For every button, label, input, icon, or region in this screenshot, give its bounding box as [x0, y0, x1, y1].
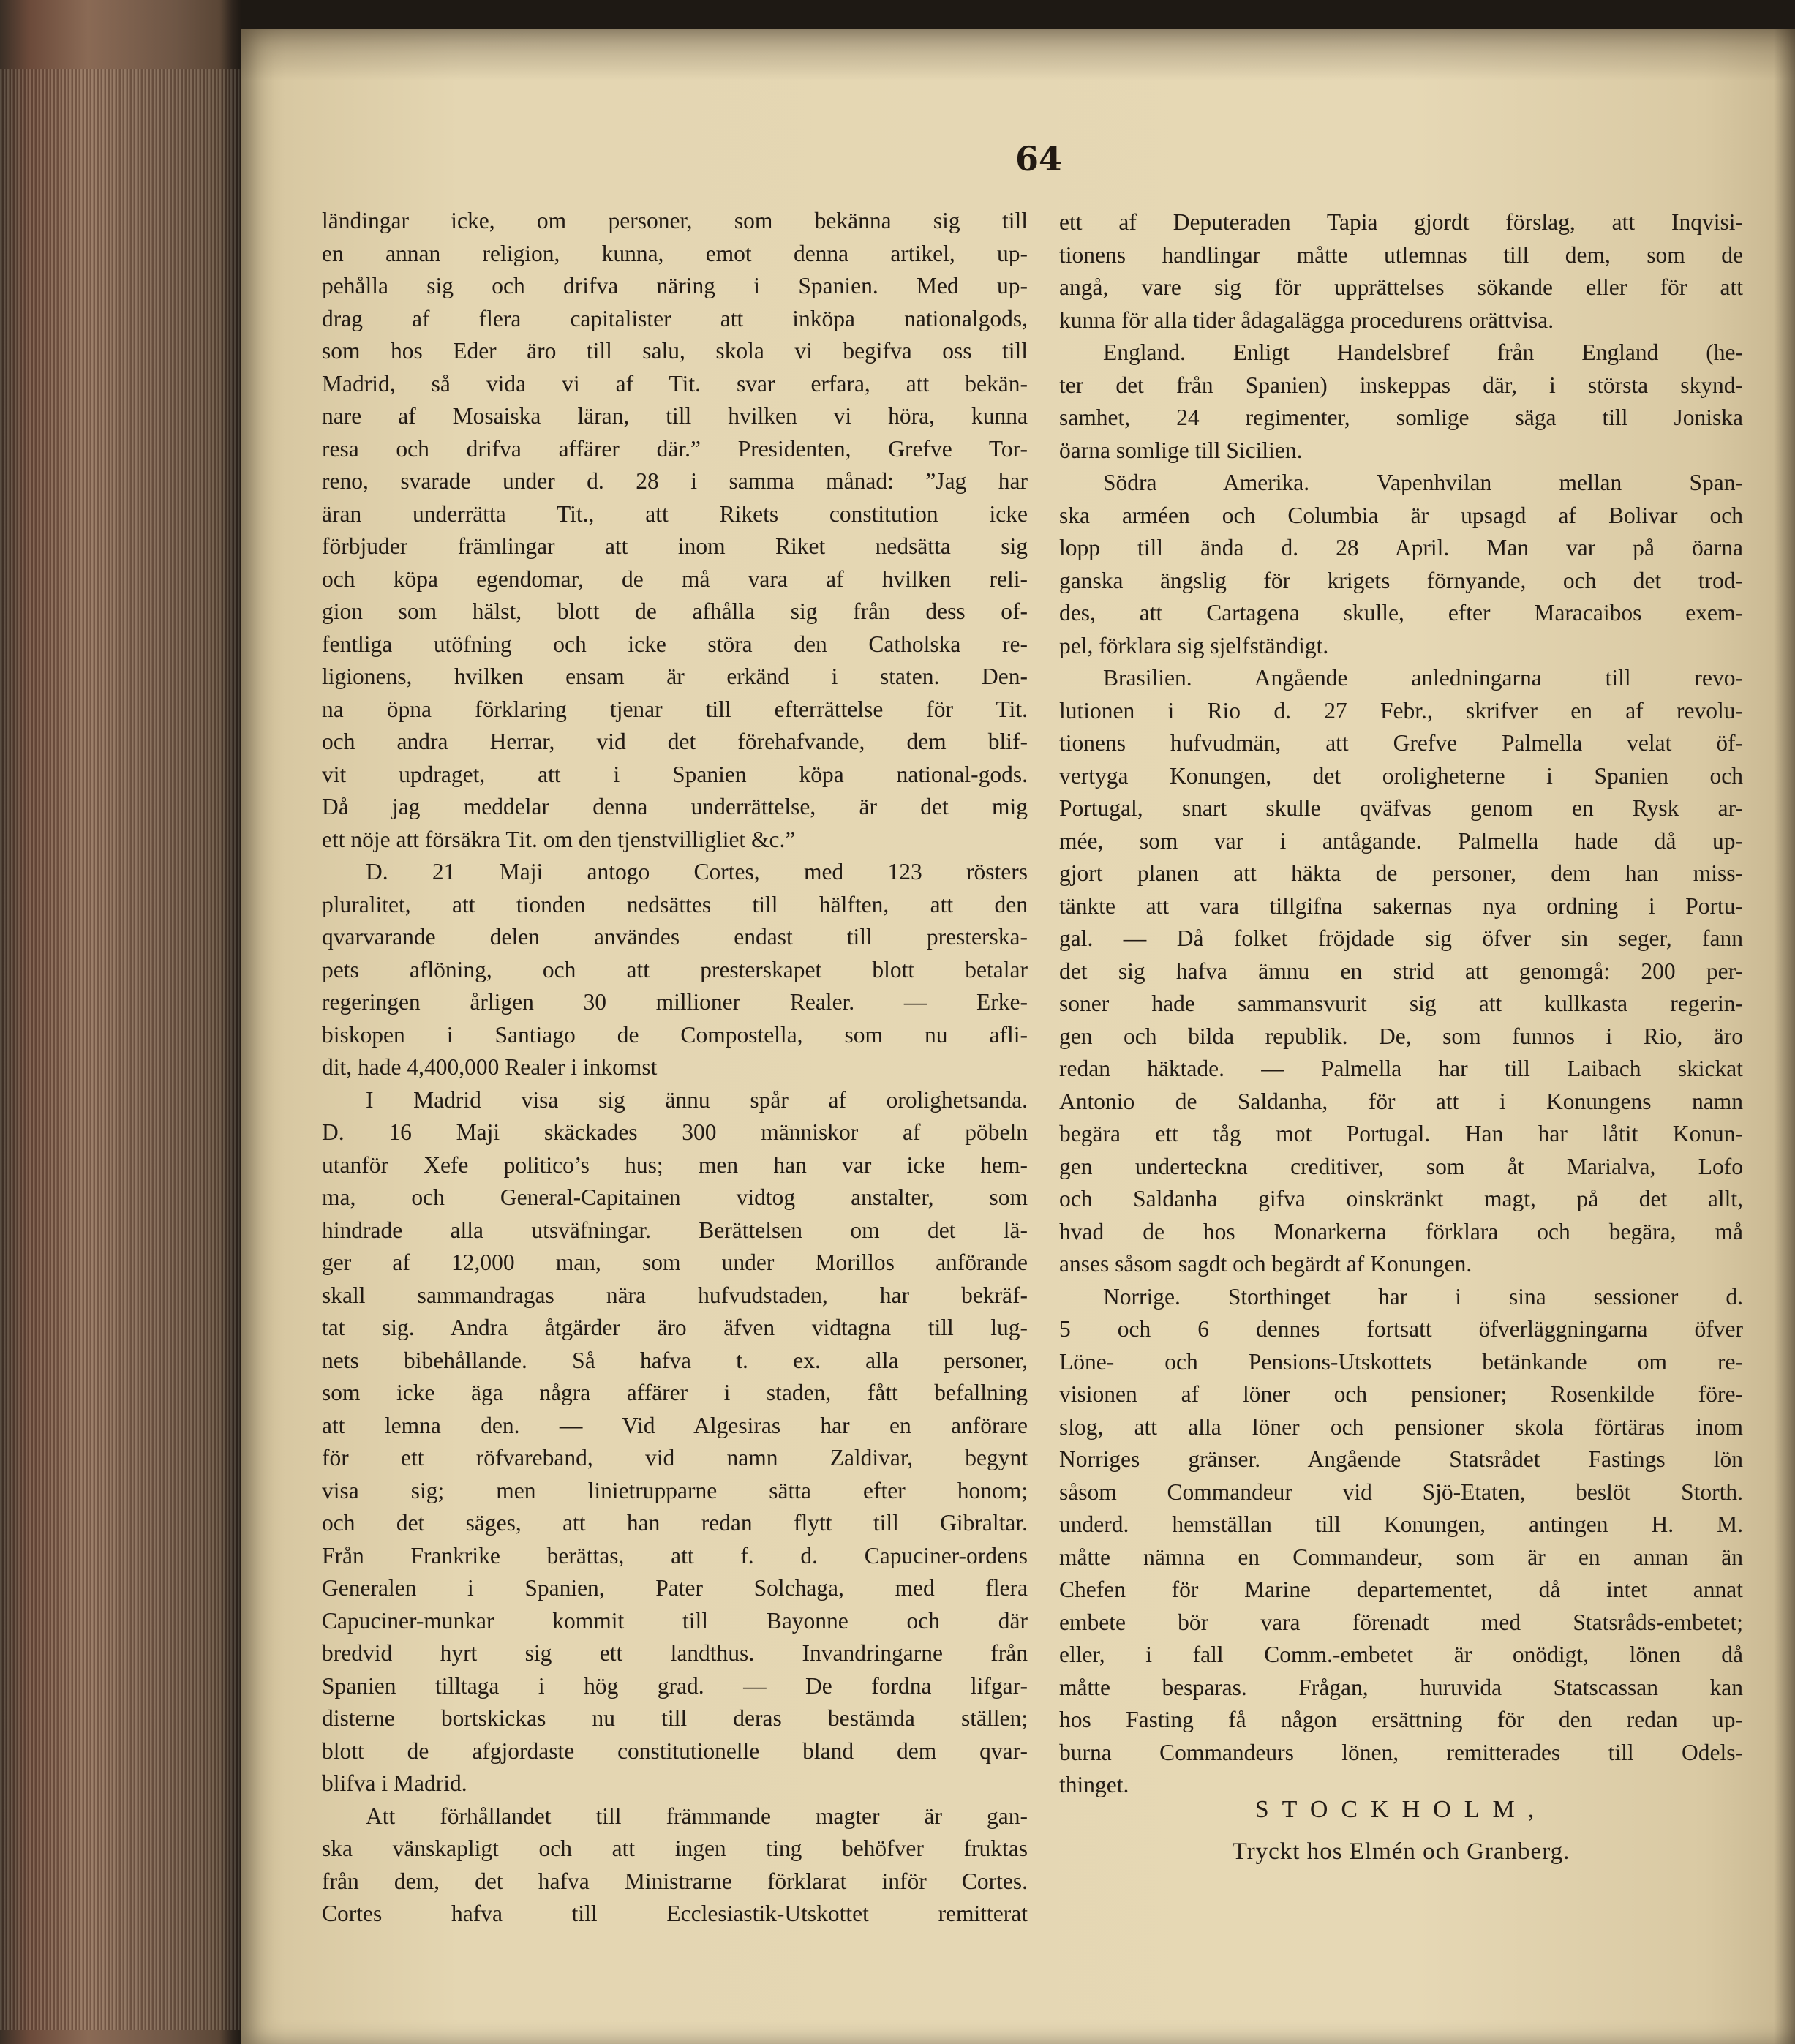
- text-line: Norriges gränser. Angående Statsrådet Fastings lön: [1059, 1446, 1743, 1472]
- text-line: och köpa egendomar, de må vara af hvilken reli-: [322, 566, 1028, 592]
- text-line: angå, vare sig för upprättelses sökande eller för att: [1059, 274, 1743, 300]
- text-line: fentliga utöfning och icke störa den Catholska re-: [322, 631, 1028, 657]
- text-line: ganska ängslig för krigets förnyande, och det trod-: [1059, 567, 1743, 593]
- text-line: lopp till ända d. 28 April. Man var på öarna: [1059, 535, 1743, 560]
- text-line: ländingar icke, om personer, som bekänna sig till: [322, 208, 1028, 233]
- text-line: ska vänskapligt och att ingen ting behöfver fruktas: [322, 1836, 1028, 1861]
- text-line: ska arméen och Columbia är upsagd af Bolivar och: [1059, 502, 1743, 528]
- text-line: resa och drifva affärer där.” Presidenten, Grefve Tor-: [322, 435, 1028, 462]
- text-line: måtte nämna en Commandeur, som är en annan än: [1059, 1544, 1743, 1570]
- text-line: drag af flera capitalister att inköpa nationalgods,: [322, 305, 1028, 331]
- text-line: skall sammandragas nära hufvudstaden, har bekräf-: [322, 1282, 1028, 1308]
- text-line: ma, och General-Capitainen vidtog anstalter, som: [322, 1184, 1028, 1210]
- text-line: pluralitet, att tionden nedsättes till hälften, att den: [322, 891, 1028, 917]
- text-line: underd. hemställan till Konungen, antingen H. M.: [1059, 1511, 1743, 1537]
- text-line: Madrid, så vida vi af Tit. svar erfara, att bekän-: [322, 370, 1028, 397]
- text-line: från dem, det hafva Ministrarne förklarat inför Cortes.: [322, 1868, 1028, 1894]
- text-line: redan häktade. — Palmella har till Laibach skickat: [1059, 1056, 1743, 1081]
- text-line: gal. — Då folket fröjdade sig öfver sin seger, fann: [1059, 925, 1743, 951]
- text-line: som hos Eder äro till salu, skola vi begifva oss till: [322, 338, 1028, 364]
- text-line: vertyga Konungen, det oroligheterne i Spanien och: [1059, 762, 1743, 789]
- text-line: tionens handlingar måtte utlemnas till dem, som de: [1059, 241, 1743, 268]
- text-line: dit, hade 4,400,000 Realer i inkomst: [322, 1054, 658, 1080]
- text-line: Portugal, snart skulle qväfvas genom en Rysk ar-: [1059, 795, 1743, 821]
- text-line: hvad de hos Monarkerna förklara och begära, må: [1059, 1218, 1743, 1244]
- text-line: anses såsom sagdt och begärdt af Konungen.: [1059, 1251, 1472, 1277]
- imprint-printer: Tryckt hos Elmén och Granberg.: [1232, 1838, 1570, 1865]
- text-line: Cortes hafva till Ecclesiastik-Utskottet remitterat: [322, 1901, 1028, 1926]
- text-line: gen underteckna creditiver, som åt Marialva, Lofo: [1059, 1153, 1743, 1179]
- text-line: tänkte att vara tillgifna sakernas nya ordning i Portu-: [1059, 893, 1743, 919]
- text-line: det sig hafva ämnu en strid att genomgå: 200 per-: [1059, 958, 1743, 984]
- text-line: nare af Mosaiska läran, till hvilken vi höra, kunna: [322, 403, 1028, 429]
- text-line: att lemna den. — Vid Algesiras har en anförare: [322, 1412, 1028, 1438]
- text-line: hindrade alla utsväfningar. Berättelsen om det lä-: [322, 1217, 1028, 1243]
- text-line: Generalen i Spanien, Pater Solchaga, med flera: [322, 1575, 1028, 1601]
- text-line: England. Enligt Handelsbref från England (he-: [1103, 339, 1743, 365]
- text-line: eller, i fall Comm.-embetet är onödigt, lönen då: [1059, 1642, 1743, 1667]
- text-line: na öpna förklaring tjenar till efterrättelse för Tit.: [322, 696, 1028, 722]
- text-line: biskopen i Santiago de Compostella, som nu afli-: [322, 1021, 1028, 1048]
- text-line: 5 och 6 dennes fortsatt öfverläggningarna öfver: [1059, 1316, 1743, 1342]
- text-line: som icke äga några affärer i staden, fått befallning: [322, 1380, 1028, 1405]
- text-line: pehålla sig och drifva näring i Spanien. Med up-: [322, 273, 1028, 298]
- text-line: tat sig. Andra åtgärder äro äfven vidtagna till lug-: [322, 1315, 1028, 1340]
- imprint-city: STOCKHOLM,: [1254, 1796, 1548, 1823]
- text-line: blott de afgjordaste constitutionelle bland dem qvar-: [322, 1737, 1028, 1764]
- text-line: des, att Cartagena skulle, efter Maracaibos exem-: [1059, 600, 1743, 625]
- text-line: Antonio de Saldanha, för att i Konungens namn: [1059, 1088, 1743, 1114]
- text-line: ligionens, hvilken ensam är erkänd i staten. Den-: [322, 664, 1028, 689]
- text-line: pel, förklara sig sjelfständigt.: [1059, 632, 1329, 658]
- text-line: Löne- och Pensions-Utskottets betänkande om re-: [1059, 1348, 1743, 1375]
- text-line: qvarvarande delen användes endast till presterska-: [322, 924, 1028, 950]
- text-line: Capuciner-munkar kommit till Bayonne och där: [322, 1607, 1028, 1634]
- text-line: såsom Commandeur vid Sjö-Etaten, beslöt Storth.: [1059, 1478, 1743, 1505]
- text-line: Norrige. Storthinget har i sina sessioner d.: [1103, 1283, 1743, 1310]
- text-line: embete bör vara förenadt med Statsråds-embetet;: [1059, 1609, 1743, 1635]
- text-line: Att förhållandet till främmande magter är gan-: [366, 1803, 1028, 1829]
- text-line: pets aflöning, och att presterskapet blott betalar: [322, 956, 1028, 982]
- text-line: äran underrätta Tit., att Rikets constitution icke: [322, 500, 1028, 527]
- text-line: Brasilien. Angående anledningarna till revo-: [1103, 665, 1743, 691]
- right-text-column: [1059, 206, 1743, 1802]
- text-line: utanför Xefe politico’s hus; men han var icke hem-: [322, 1151, 1028, 1178]
- text-line: lutionen i Rio d. 27 Febr., skrifver en af revolu-: [1059, 697, 1743, 724]
- text-line: Chefen för Marine departementet, då intet annat: [1059, 1577, 1743, 1602]
- text-line: ett af Deputeraden Tapia gjordt förslag, att Inqvisi-: [1059, 209, 1743, 235]
- text-line: D. 16 Maji skäckades 300 människor af pöbeln: [322, 1119, 1028, 1145]
- text-line: visa sig; men linietrupparne sätta efter honom;: [322, 1477, 1028, 1503]
- text-line: visionen af löner och pensioner; Rosenkilde före-: [1059, 1381, 1743, 1407]
- text-line: öarna somlige till Sicilien.: [1059, 437, 1303, 463]
- text-line: för ett röfvareband, vid namn Zaldivar, begynt: [322, 1445, 1028, 1470]
- page-right-edge: [1774, 29, 1795, 2044]
- text-line: Spanien tilltaga i hög grad. — De fordna lifgar-: [322, 1672, 1028, 1699]
- text-line: gjort planen att häkta de personer, dem han miss-: [1059, 860, 1743, 886]
- text-line: burna Commandeurs lönen, remitterades till Odels-: [1059, 1739, 1743, 1765]
- text-line: vit updraget, att i Spanien köpa national-gods.: [322, 761, 1028, 787]
- text-line: thinget.: [1059, 1772, 1129, 1797]
- text-line: Från Frankrike berättas, att f. d. Capuciner-ordens: [322, 1542, 1028, 1568]
- text-line: D. 21 Maji antogo Cortes, med 123 rösters: [366, 859, 1028, 884]
- text-line: begära ett tåg mot Portugal. Han har låtit Konun-: [1059, 1121, 1743, 1146]
- book-page-edges: [0, 69, 241, 2030]
- text-line: en annan religion, kunna, emot denna artikel, up-: [322, 240, 1028, 266]
- text-line: blifva i Madrid.: [322, 1770, 467, 1796]
- text-line: disterne bortskickas nu till deras bestämda ställen;: [322, 1705, 1028, 1731]
- text-line: och det säges, att han redan flytt till Gibraltar.: [322, 1510, 1028, 1536]
- text-line: hos Fasting få någon ersättning för den redan up-: [1059, 1707, 1743, 1732]
- text-line: soner hade sammansvurit sig att kullkasta regerin-: [1059, 991, 1743, 1016]
- text-line: och Saldanha gifva oinskränkt magt, på det allt,: [1059, 1186, 1743, 1211]
- text-line: och andra Herrar, vid det förehafvande, dem blif-: [322, 729, 1028, 754]
- text-line: mée, som var i antågande. Palmella hade då up-: [1059, 827, 1743, 854]
- text-line: nets bibehållande. Så hafva t. ex. alla personer,: [322, 1347, 1028, 1373]
- text-line: ger af 12,000 man, som under Morillos anförande: [322, 1250, 1028, 1275]
- text-line: reno, svarade under d. 28 i samma månad: ”Jag har: [322, 468, 1028, 494]
- page-number: 64: [1015, 139, 1062, 179]
- text-line: kunna för alla tider ådagalägga procedurens orättvisa.: [1059, 307, 1554, 333]
- left-text-column: [322, 205, 1028, 1931]
- text-line: regeringen årligen 30 millioner Realer. — Erke-: [322, 989, 1028, 1015]
- text-line: Då jag meddelar denna underrättelse, är det mig: [322, 794, 1028, 819]
- page-top-shadow: [241, 29, 1795, 80]
- text-line: slog, att alla löner och pensioner skola förtäras inom: [1059, 1413, 1743, 1440]
- text-line: samhet, 24 regimenter, somlige säga till Joniska: [1059, 405, 1743, 430]
- text-line: bredvid hyrt sig ett landthus. Invandringarne från: [322, 1640, 1028, 1666]
- text-line: Södra Amerika. Vapenhvilan mellan Span-: [1103, 470, 1743, 495]
- text-line: tionens hufvudmän, att Grefve Palmella velat öf-: [1059, 730, 1743, 756]
- text-line: gion som hälst, blott de afhålla sig från dess of-: [322, 598, 1028, 624]
- text-line: förbjuder främlingar att inom Riket nedsätta sig: [322, 533, 1028, 559]
- text-line: måtte besparas. Frågan, huruvida Statscassan kan: [1059, 1674, 1743, 1700]
- text-line: gen och bilda republik. De, som funnos i Rio, äro: [1059, 1023, 1743, 1049]
- text-line: ter det från Spanien) inskeppas där, i största skynd-: [1059, 372, 1743, 398]
- text-line: ett nöje att försäkra Tit. om den tjenstvilligliet &c.”: [322, 826, 796, 852]
- text-line: I Madrid visa sig ännu spår af orolighetsanda.: [366, 1086, 1028, 1113]
